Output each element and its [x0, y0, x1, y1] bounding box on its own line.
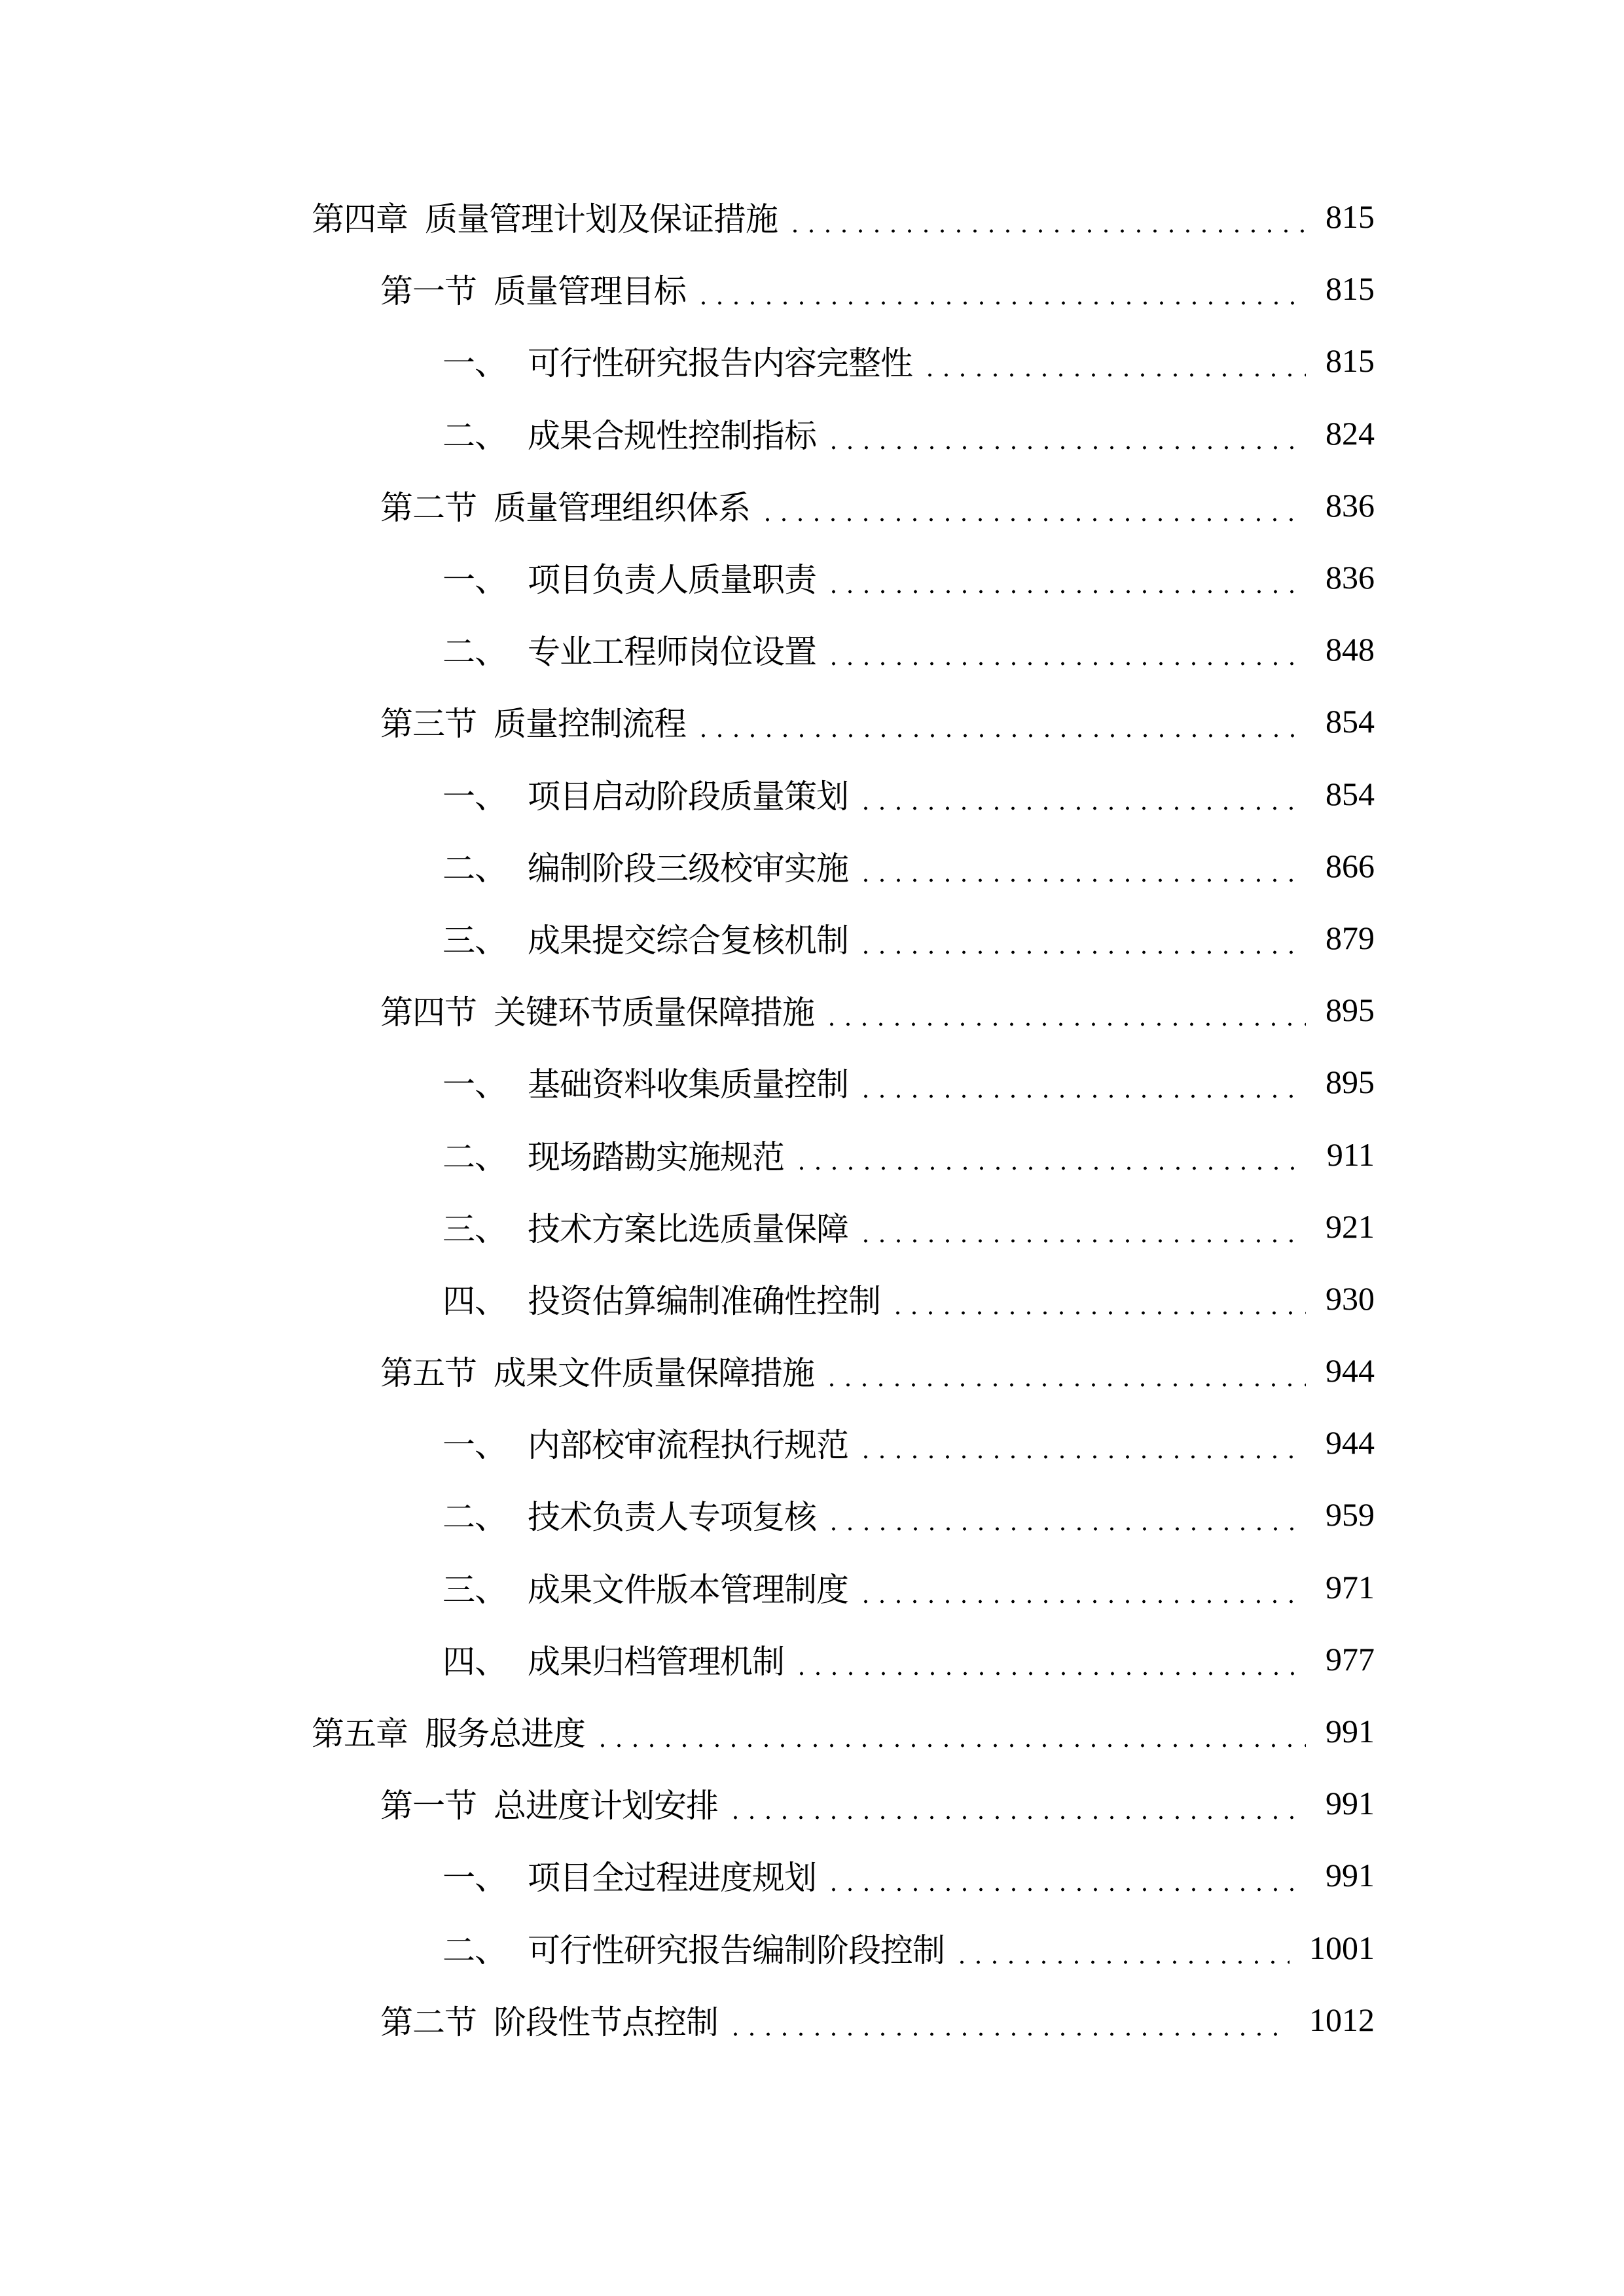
toc-entry-title: 成果归档管理机制: [528, 1643, 784, 1680]
toc-entry-title: 现场踏勘实施规范: [528, 1138, 784, 1175]
toc-entry-title: 可行性研究报告内容完整性: [528, 345, 912, 382]
toc-entry-number: 第二节: [380, 2003, 477, 2041]
toc-dot-leader: [793, 1623, 1306, 1695]
toc-entry-title: 质量控制流程: [494, 706, 686, 743]
toc-entry[interactable]: [312, 1046, 1375, 1118]
toc-dot-leader: [823, 974, 1306, 1046]
toc-entry[interactable]: [312, 1839, 1375, 1911]
toc-entry-page-number: 944: [1326, 1424, 1375, 1462]
toc-entry-page-number: 895: [1326, 992, 1375, 1029]
toc-entry-page-number: 866: [1326, 847, 1375, 884]
toc-entry-title: 技术负责人专项复核: [528, 1499, 816, 1536]
toc-dot-leader: [825, 541, 1306, 613]
toc-entry-number: 二、: [442, 1499, 507, 1536]
toc-entry-page-number: 895: [1326, 1064, 1375, 1101]
toc-entry-page-number: 879: [1326, 919, 1375, 956]
toc-dot-leader: [922, 325, 1306, 397]
toc-entry-page-number: 991: [1326, 1713, 1375, 1750]
toc-entry[interactable]: [312, 1695, 1375, 1767]
toc-entry-number: 二、: [442, 634, 507, 671]
toc-entry-number: 第四节: [380, 994, 477, 1031]
toc-entry-number: 第五节: [380, 1355, 477, 1392]
toc-dot-leader: [594, 1695, 1306, 1767]
toc-entry-title: 总进度计划安排: [494, 1787, 718, 1825]
toc-dot-leader: [727, 1984, 1290, 2056]
toc-entry[interactable]: [312, 902, 1375, 974]
toc-entry-page-number: 911: [1326, 1136, 1375, 1173]
toc-entry[interactable]: [312, 1912, 1375, 1984]
toc-entry[interactable]: [312, 1984, 1375, 2056]
toc-entry-title: 技术方案比选质量保障: [528, 1210, 848, 1247]
toc-entry-page-number: 921: [1326, 1208, 1375, 1245]
toc-entry-title: 可行性研究报告编制阶段控制: [528, 1931, 945, 1969]
toc-entry-number: 第三节: [380, 706, 477, 743]
toc-dot-leader: [787, 181, 1306, 253]
toc-entry-title: 项目全过程进度规划: [528, 1859, 816, 1897]
toc-dot-leader: [825, 1839, 1306, 1911]
toc-entry-title: 成果合规性控制指标: [528, 417, 816, 454]
toc-entry[interactable]: [312, 1479, 1375, 1551]
toc-entry-page-number: 971: [1326, 1568, 1375, 1605]
toc-entry-number: 四、: [442, 1282, 507, 1319]
toc-entry-page-number: 836: [1326, 559, 1375, 596]
toc-entry-number: 第五章: [312, 1715, 408, 1753]
toc-entry[interactable]: [312, 1407, 1375, 1479]
toc-entry-number: 二、: [442, 850, 507, 887]
toc-entry-page-number: 815: [1326, 342, 1375, 380]
toc-entry-page-number: 815: [1326, 270, 1375, 308]
toc-entry[interactable]: [312, 253, 1375, 325]
toc-entry-page-number: 824: [1326, 414, 1375, 452]
toc-entry[interactable]: [312, 1118, 1375, 1190]
toc-dot-leader: [695, 253, 1306, 325]
toc-entry[interactable]: [312, 1623, 1375, 1695]
toc-entry-number: 一、: [442, 1859, 507, 1897]
toc-entry-page-number: 977: [1326, 1640, 1375, 1677]
toc-entry-title: 内部校审流程执行规范: [528, 1427, 848, 1464]
toc-entry[interactable]: [312, 1767, 1375, 1839]
toc-dot-leader: [825, 397, 1306, 469]
toc-entry-title: 质量管理组织体系: [494, 489, 750, 526]
toc-entry-title: 成果文件版本管理制度: [528, 1571, 848, 1608]
toc-entry-title: 成果文件质量保障措施: [494, 1355, 814, 1392]
toc-entry[interactable]: [312, 325, 1375, 397]
toc-dot-leader: [857, 1191, 1306, 1263]
toc-entry-number: 第一节: [380, 1787, 477, 1825]
toc-dot-leader: [793, 1118, 1307, 1190]
toc-entry-number: 二、: [442, 417, 507, 454]
toc-entry-number: 一、: [442, 1427, 507, 1464]
toc-dot-leader: [857, 830, 1306, 902]
toc-entry-number: 三、: [442, 1571, 507, 1608]
toc-entry-number: 二、: [442, 1931, 507, 1969]
toc-entry-title: 基础资料收集质量控制: [528, 1066, 848, 1103]
toc-entry-number: 一、: [442, 345, 507, 382]
toc-entry-page-number: 959: [1326, 1496, 1375, 1534]
table-of-contents: [312, 181, 1375, 2056]
toc-entry-title: 成果提交综合复核机制: [528, 922, 848, 959]
toc-entry-title: 编制阶段三级校审实施: [528, 850, 848, 887]
toc-entry-number: 二、: [442, 1138, 507, 1175]
toc-entry-title: 关键环节质量保障措施: [494, 994, 814, 1031]
toc-entry[interactable]: [312, 758, 1375, 830]
toc-entry-title: 专业工程师岗位设置: [528, 634, 816, 671]
toc-entry-page-number: 991: [1326, 1785, 1375, 1822]
toc-dot-leader: [759, 469, 1306, 541]
toc-entry-number: 三、: [442, 1210, 507, 1247]
toc-entry-number: 一、: [442, 1066, 507, 1103]
toc-dot-leader: [727, 1767, 1306, 1839]
toc-entry[interactable]: [312, 181, 1375, 253]
toc-dot-leader: [890, 1263, 1306, 1335]
toc-entry-number: 第一节: [380, 273, 477, 310]
toc-entry-page-number: 854: [1326, 775, 1375, 812]
toc-entry-title: 质量管理计划及保证措施: [425, 201, 778, 238]
toc-entry[interactable]: [312, 1335, 1375, 1407]
toc-dot-leader: [857, 758, 1306, 830]
toc-dot-leader: [695, 685, 1306, 757]
toc-dot-leader: [857, 1046, 1306, 1118]
toc-entry-number: 三、: [442, 922, 507, 959]
toc-entry-title: 阶段性节点控制: [494, 2003, 718, 2041]
toc-entry[interactable]: [312, 397, 1375, 469]
toc-entry-page-number: 854: [1326, 703, 1375, 740]
toc-entry-page-number: 815: [1326, 198, 1375, 236]
toc-entry-title: 投资估算编制准确性控制: [528, 1282, 880, 1319]
toc-entry-title: 项目负责人质量职责: [528, 562, 816, 599]
toc-dot-leader: [825, 613, 1306, 685]
toc-dot-leader: [825, 1479, 1306, 1551]
toc-dot-leader: [857, 1407, 1306, 1479]
toc-entry[interactable]: [312, 613, 1375, 685]
toc-entry-page-number: 991: [1326, 1857, 1375, 1894]
toc-entry[interactable]: [312, 1263, 1375, 1335]
toc-entry-title: 质量管理目标: [494, 273, 686, 310]
toc-entry[interactable]: [312, 469, 1375, 541]
toc-entry-number: 一、: [442, 778, 507, 815]
toc-entry-page-number: 930: [1326, 1280, 1375, 1317]
toc-entry-number: 第四章: [312, 201, 408, 238]
toc-entry[interactable]: [312, 541, 1375, 613]
toc-dot-leader: [954, 1912, 1290, 1984]
toc-dot-leader: [823, 1335, 1306, 1407]
toc-entry-number: 第二节: [380, 489, 477, 526]
toc-dot-leader: [857, 1551, 1306, 1623]
toc-entry[interactable]: [312, 974, 1375, 1046]
toc-entry-page-number: 848: [1326, 631, 1375, 668]
toc-entry[interactable]: [312, 1551, 1375, 1623]
toc-entry[interactable]: [312, 1191, 1375, 1263]
toc-entry-page-number: 944: [1326, 1352, 1375, 1390]
toc-entry[interactable]: [312, 685, 1375, 757]
toc-dot-leader: [857, 902, 1306, 974]
toc-entry-title: 项目启动阶段质量策划: [528, 778, 848, 815]
toc-entry-page-number: 836: [1326, 486, 1375, 524]
toc-entry-page-number: 1012: [1309, 2001, 1375, 2038]
toc-entry-title: 服务总进度: [425, 1715, 585, 1753]
toc-entry-number: 四、: [442, 1643, 507, 1680]
toc-entry-number: 一、: [442, 562, 507, 599]
toc-entry[interactable]: [312, 830, 1375, 902]
toc-entry-page-number: 1001: [1309, 1929, 1375, 1966]
